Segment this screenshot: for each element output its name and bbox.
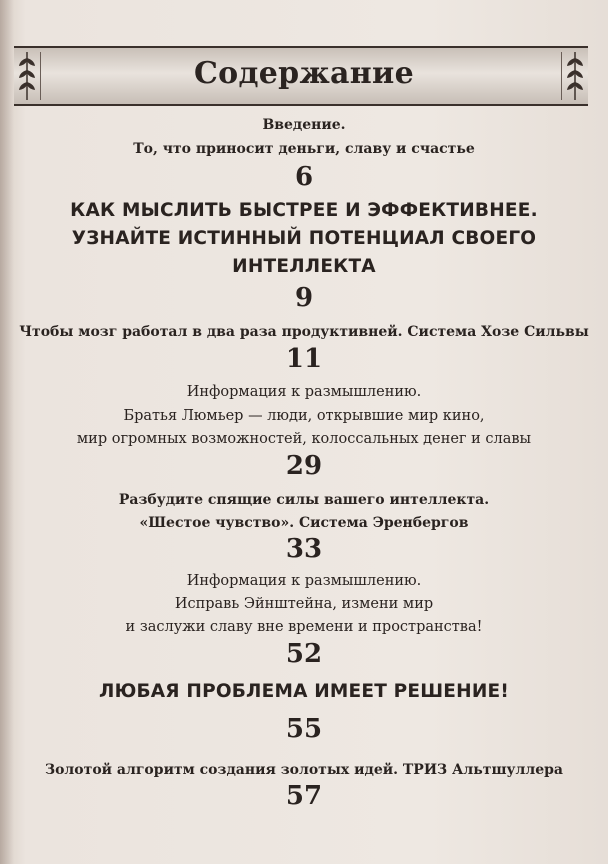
page-title: Содержание xyxy=(194,56,414,91)
toc-entry-4-line-2: Братья Люмьер — люди, открывшие мир кино, xyxy=(123,408,485,424)
toc-entry-2-line-1: КАК МЫСЛИТЬ БЫСТРЕЕ И ЭФФЕКТИВНЕЕ. xyxy=(70,200,538,221)
toc-entry-4-line-3: мир огромных возможностей, колоссальных денег и славы xyxy=(76,431,532,447)
toc-entry-8-page: 57 xyxy=(285,781,323,811)
toc-entry-1-line-1: Введение. xyxy=(262,117,346,133)
toc-entry-1-line-2: То, что приносит деньги, славу и счастье xyxy=(133,141,475,157)
toc-entry-5-line-1: Разбудите спящие силы вашего интеллекта. xyxy=(118,492,490,508)
toc-entry-6-line-1: Информация к размышлению. xyxy=(186,573,422,589)
toc-entry-7-line-1: ЛЮБАЯ ПРОБЛЕМА ИМЕЕТ РЕШЕНИЕ! xyxy=(99,681,509,702)
toc-entry-3-line-1: Чтобы мозг работал в два раза продуктивней. Система Хозе Сильвы xyxy=(19,324,589,340)
toc-entry-7-page: 55 xyxy=(285,714,323,744)
toc-entry-5-line-2: «Шестое чувство». Система Эренбергов xyxy=(139,515,469,531)
toc-entry-4-page: 29 xyxy=(285,451,323,481)
toc-entry-2-line-3: ИНТЕЛЛЕКТА xyxy=(232,256,376,277)
toc-entry-2-line-2: УЗНАЙТЕ ИСТИННЫЙ ПОТЕНЦИАЛ СВОЕГО xyxy=(71,228,537,249)
toc-entry-4-line-1: Информация к размышлению. xyxy=(186,384,422,400)
toc-entry-6-line-3: и заслужи славу вне времени и пространства! xyxy=(125,619,483,635)
toc-entry-6-line-2: Исправь Эйнштейна, измени мир xyxy=(174,596,434,612)
toc-entry-2-page: 9 xyxy=(294,283,314,313)
toc-entry-8-line-1: Золотой алгоритм создания золотых идей. ТРИЗ Альтшуллера xyxy=(45,762,563,778)
toc-entry-1-page: 6 xyxy=(294,162,314,192)
toc-entry-6-page: 52 xyxy=(285,639,323,669)
toc-entry-5-page: 33 xyxy=(285,534,323,564)
toc-entry-3-page: 11 xyxy=(285,344,323,374)
